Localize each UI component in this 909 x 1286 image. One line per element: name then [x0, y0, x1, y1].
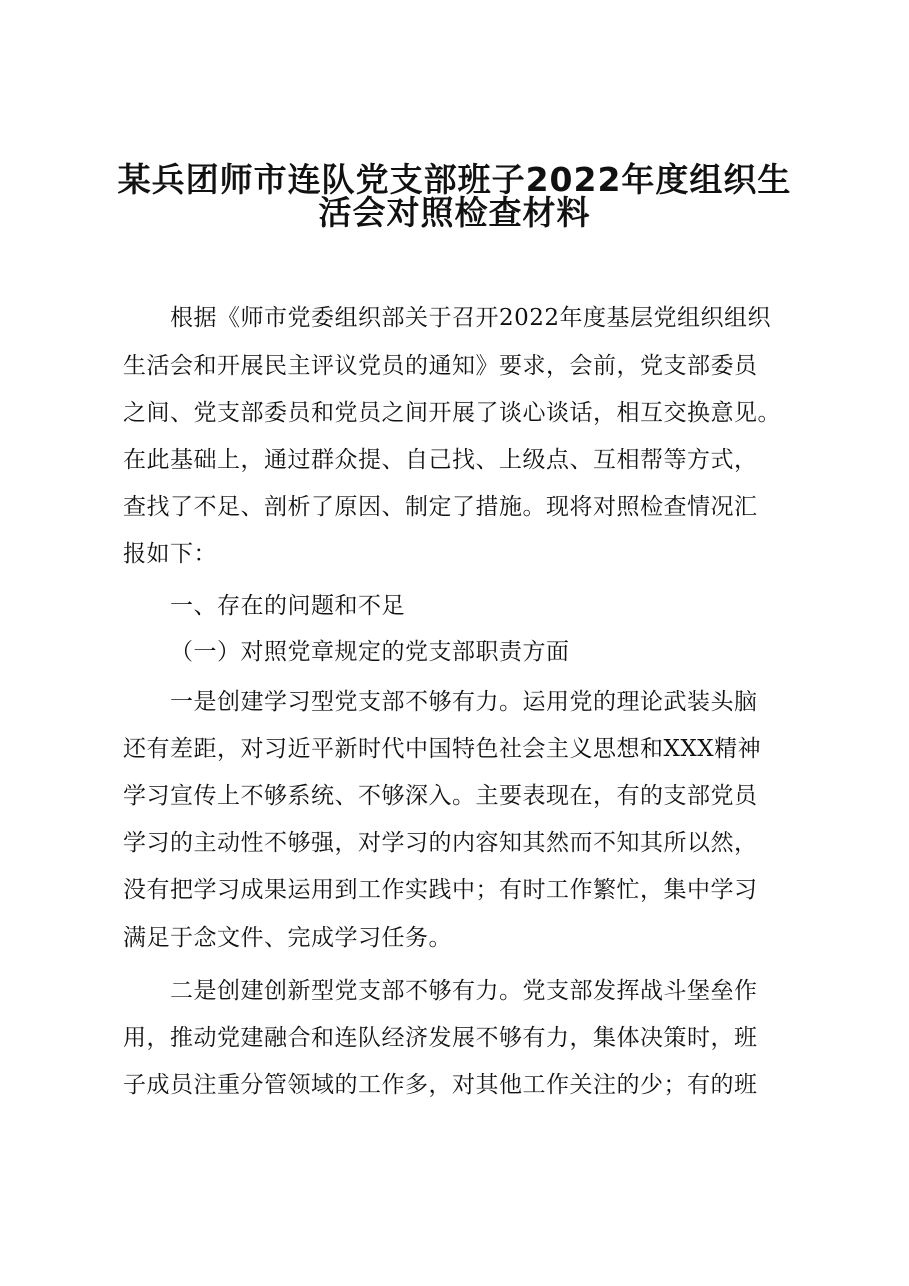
body-line: 没有把学习成果运用到工作实践中；有时工作繁忙，集中学习: [123, 877, 758, 903]
document-title-line-2: 活会对照检查材料: [318, 193, 591, 232]
body-line: 学习宣传上不够系统、不够深入。主要表现在，有的支部党员: [123, 783, 758, 809]
body-line: 一是创建学习型党支部不够有力。运用党的理论武装头脑: [170, 689, 758, 715]
body-line: 满足于念文件、完成学习任务。: [123, 925, 452, 951]
document-title-line-1: 某兵团师市连队党支部班子2022年度组织生: [117, 160, 792, 199]
body-line: 根据《师市党委组织部关于召开2022年度基层党组织组织: [170, 305, 772, 331]
body-line: 用，推动党建融合和连队经济发展不够有力，集体决策时，班: [123, 1025, 758, 1051]
body-line: 查找了不足、剖析了原因、制定了措施。现将对照检查情况汇: [123, 494, 758, 520]
body-line: 报如下：: [123, 541, 217, 567]
body-line: 二是创建创新型党支部不够有力。党支部发挥战斗堡垒作: [170, 978, 758, 1004]
body-line: 之间、党支部委员和党员之间开展了谈心谈话，相互交换意见。: [123, 400, 781, 426]
body-line: 在此基础上，通过群众提、自己找、上级点、互相帮等方式，: [123, 447, 758, 473]
section-heading: 一、存在的问题和不足: [170, 593, 405, 619]
body-line: 子成员注重分管领域的工作多，对其他工作关注的少；有的班: [123, 1072, 758, 1098]
body-line: 还有差距，对习近平新时代中国特色社会主义思想和XXX精神: [123, 736, 762, 762]
body-line: 生活会和开展民主评议党员的通知》要求，会前，党支部委员: [123, 353, 758, 379]
subsection-heading: （一）对照党章规定的党支部职责方面: [170, 639, 570, 665]
body-line: 学习的主动性不够强，对学习的内容知其然而不知其所以然，: [123, 830, 758, 856]
